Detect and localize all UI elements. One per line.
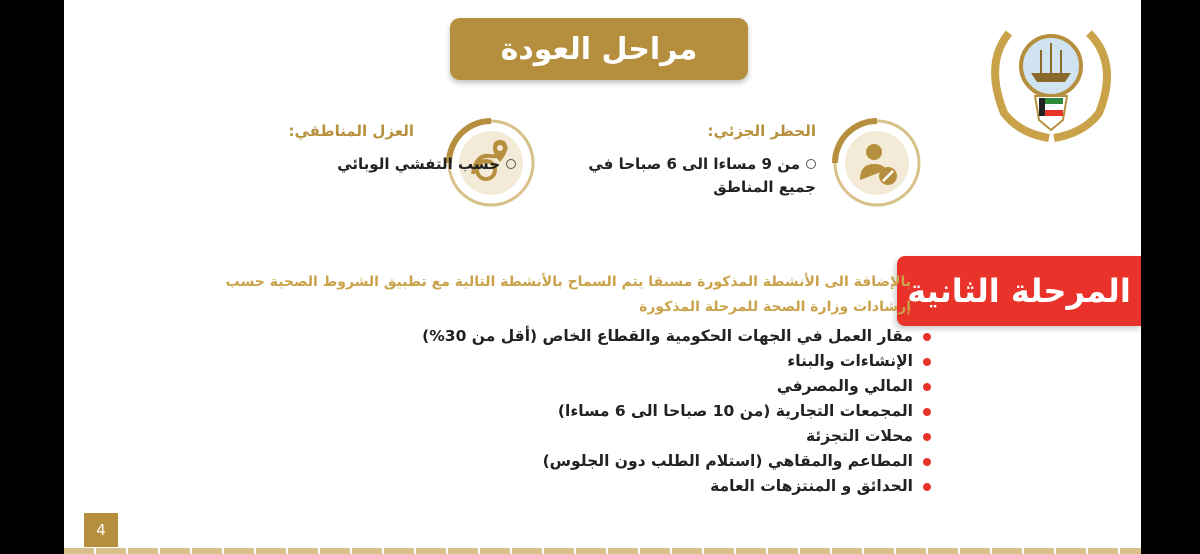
list-item [422,474,931,499]
list-item-text: المجمعات التجارية (من 10 صباحا الى 6 مساءا) [557,402,913,420]
isolation-text: حسب التفشي الوبائي [337,155,500,173]
red-bullet-icon [923,383,931,391]
list-item [422,449,931,474]
page-number-box [84,513,118,547]
slide-title: مراحل العودة [500,31,698,67]
phase-two-label: المرحلة الثانية [907,272,1131,310]
list-item-text: الحدائق و المنتزهات العامة [710,477,913,495]
activities-list [422,324,931,499]
curfew-heading: الحظر الجزئي: [707,122,816,140]
red-bullet-icon [923,333,931,341]
hollow-bullet-icon [806,159,816,169]
red-bullet-icon [923,483,931,491]
intro-line-2: إرشادات وزارة الصحة للمرحلة المذكورة [639,299,911,315]
isolation-heading: العزل المناطقي: [288,122,414,140]
curfew-line-1 [588,155,816,173]
hollow-bullet-icon [506,159,516,169]
curfew-circle-icon [832,118,922,208]
list-item-text: المالي والمصرفي [776,377,913,395]
list-item [422,349,931,374]
slide [64,0,1141,554]
red-bullet-icon [923,433,931,441]
list-item-text: محلات التجزئة [805,427,913,445]
list-item [422,399,931,424]
list-item-text: الإنشاءات والبناء [787,352,913,370]
isolation-line-1 [337,155,516,173]
list-item-text: مقار العمل في الجهات الحكومية والقطاع الخاص (أقل من 30%) [422,327,913,345]
red-bullet-icon [923,458,931,466]
decorative-bottom-strip [64,548,1141,554]
red-bullet-icon [923,408,931,416]
title-banner [450,18,748,80]
intro-line-1: بالإضافة الى الأنشطة المذكورة مسبقا يتم السماح بالأنشطة التالية مع تطبيق الشروط الصحية حسب [225,274,911,290]
list-item-text: المطاعم والمقاهي (استلام الطلب دون الجلوس) [542,452,913,470]
curfew-line-2 [713,178,816,196]
kuwait-cabinet-emblem [979,18,1124,143]
list-item [422,374,931,399]
phase-two-tab [897,256,1141,326]
curfew-text: من 9 مساءا الى 6 صباحا في [588,155,800,173]
page-number: 4 [96,521,106,539]
curfew-text-2: جميع المناطق [713,178,816,196]
list-item [422,324,931,349]
red-bullet-icon [923,358,931,366]
list-item [422,424,931,449]
